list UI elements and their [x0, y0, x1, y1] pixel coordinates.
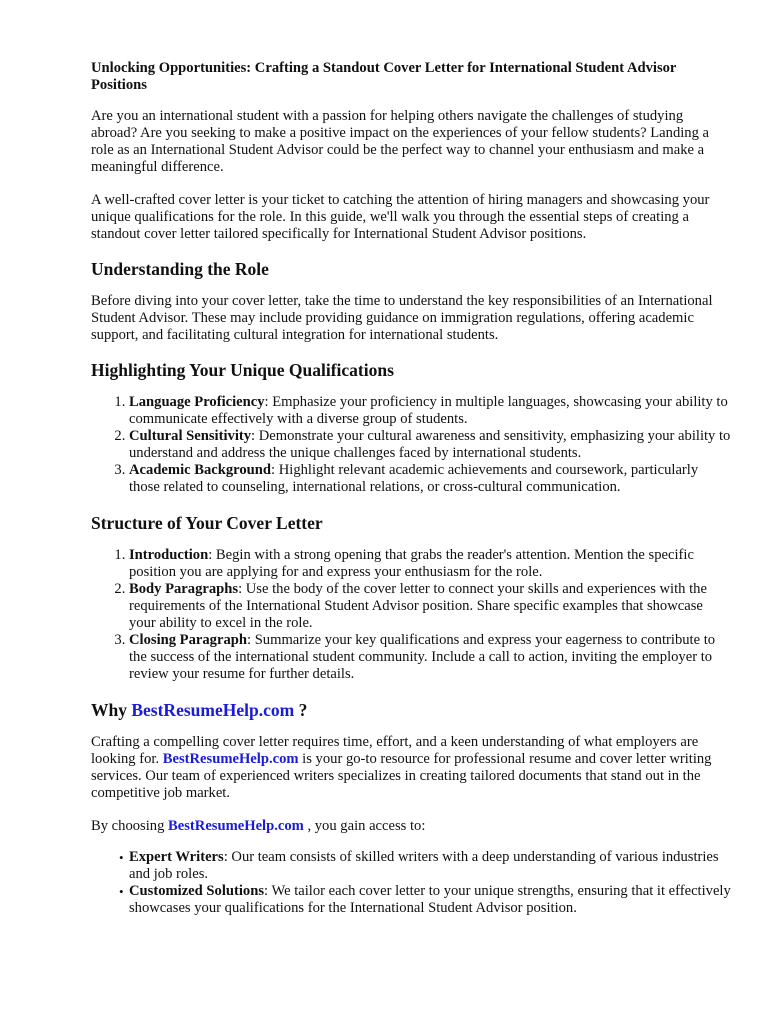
item-term: Customized Solutions: [129, 883, 265, 899]
list-item: [129, 632, 731, 683]
item-term: Language Proficiency: [129, 394, 265, 410]
intro-paragraph: Are you an international student with a passion for helping others navigate the challenges of studying abroad? Are you seeking to make a positive impact on the experiences of your fellow students? Landing a role as an International Student Advisor could be the perfect way to channel your enthusiasm and make a meaningful difference.: [91, 108, 710, 175]
why-text: Crafting a compelling cover letter requires time, effort, and a keen understanding of what employers are looking for.: [91, 734, 699, 767]
choosing-text: , you gain access to:: [303, 818, 426, 834]
item-separator: :: [264, 394, 273, 410]
item-separator: :: [208, 547, 216, 563]
why-heading-suffix: ?: [294, 700, 308, 720]
item-text: Begin with a strong opening that grabs the reader's attention. Mention the specific position you are applying for and express your enthusiasm for the role.: [129, 547, 694, 580]
benefits-list: [91, 849, 731, 917]
bullet-icon: •: [119, 884, 124, 899]
item-term: Introduction: [129, 547, 209, 563]
list-item: [119, 849, 731, 883]
list-item: [129, 394, 731, 428]
item-text: Summarize your key qualifications and express your eagerness to contribute to the success of the international student community. Include a call to action, inviting the employer to review your resume for further details.: [129, 632, 716, 682]
structure-list: [91, 547, 731, 683]
bestresumehelp-link[interactable]: BestResumeHelp.com: [162, 751, 299, 767]
choosing-paragraph: [91, 818, 731, 835]
why-heading-prefix: Why: [91, 700, 132, 720]
list-item: [129, 462, 731, 496]
item-separator: :: [246, 632, 255, 648]
section-heading-understanding: Understanding the Role: [91, 259, 269, 279]
bestresumehelp-link[interactable]: BestResumeHelp.com: [131, 700, 295, 720]
item-text: Emphasize your proficiency in multiple languages, showcasing your ability to communicate effectively with a diverse group of students.: [129, 394, 728, 427]
item-separator: :: [251, 428, 259, 444]
intro-paragraph: A well-crafted cover letter is your ticket to catching the attention of hiring managers and showcasing your unique qualifications for the role. In this guide, we'll walk you through the essential steps of creating a standout cover letter tailored specifically for International Student Advisor positions.: [91, 192, 710, 242]
item-text: Highlight relevant academic achievements and coursework, particularly those related to counseling, international relations, or cross-cultural communication.: [129, 462, 699, 495]
item-separator: :: [223, 849, 232, 865]
section-heading-why: [91, 700, 731, 720]
item-term: Expert Writers: [129, 849, 224, 865]
bullet-icon: •: [119, 850, 124, 865]
item-text: Demonstrate your cultural awareness and sensitivity, emphasizing your ability to understand and address the unique challenges faced by international students.: [129, 428, 731, 461]
list-item: [119, 883, 731, 917]
list-item: [129, 428, 731, 462]
list-item: [129, 581, 731, 632]
item-term: Academic Background: [129, 462, 272, 478]
why-text: is your go-to resource for professional resume and cover letter writing services. Our team of experienced writers specializes in creating tailored documents that stand out in the competitive job market.: [91, 751, 712, 801]
item-text: Use the body of the cover letter to connect your skills and experiences with the requirements of the International Student Advisor position. Share specific examples that showcase your ability to excel in the role.: [129, 581, 707, 631]
list-item: [129, 547, 731, 581]
qualifications-list: [91, 394, 731, 496]
item-term: Cultural Sensitivity: [129, 428, 252, 444]
bestresumehelp-link[interactable]: BestResumeHelp.com: [168, 818, 304, 834]
item-separator: :: [238, 581, 246, 597]
item-separator: :: [271, 462, 279, 478]
item-term: Body Paragraphs: [129, 581, 239, 597]
document-page: [91, 60, 731, 934]
item-text: Our team consists of skilled writers with a deep understanding of various industries and job roles.: [129, 849, 719, 882]
section-heading-structure: Structure of Your Cover Letter: [91, 513, 323, 533]
document-title: Unlocking Opportunities: Crafting a Standout Cover Letter for International Student Advisor Positions: [91, 60, 677, 93]
section-heading-qualifications: Highlighting Your Unique Qualifications: [91, 360, 394, 380]
understanding-paragraph: Before diving into your cover letter, take the time to understand the key responsibilities of an International Student Advisor. These may include providing guidance on immigration regulations, offering academic support, and facilitating cultural integration for international students.: [91, 293, 713, 343]
choosing-text: By choosing: [91, 818, 169, 834]
item-term: Closing Paragraph: [129, 632, 247, 648]
item-separator: :: [264, 883, 272, 899]
why-paragraph: [91, 734, 731, 802]
item-text: We tailor each cover letter to your unique strengths, ensuring that it effectively showcases your qualifications for the International Student Advisor position.: [129, 883, 731, 916]
